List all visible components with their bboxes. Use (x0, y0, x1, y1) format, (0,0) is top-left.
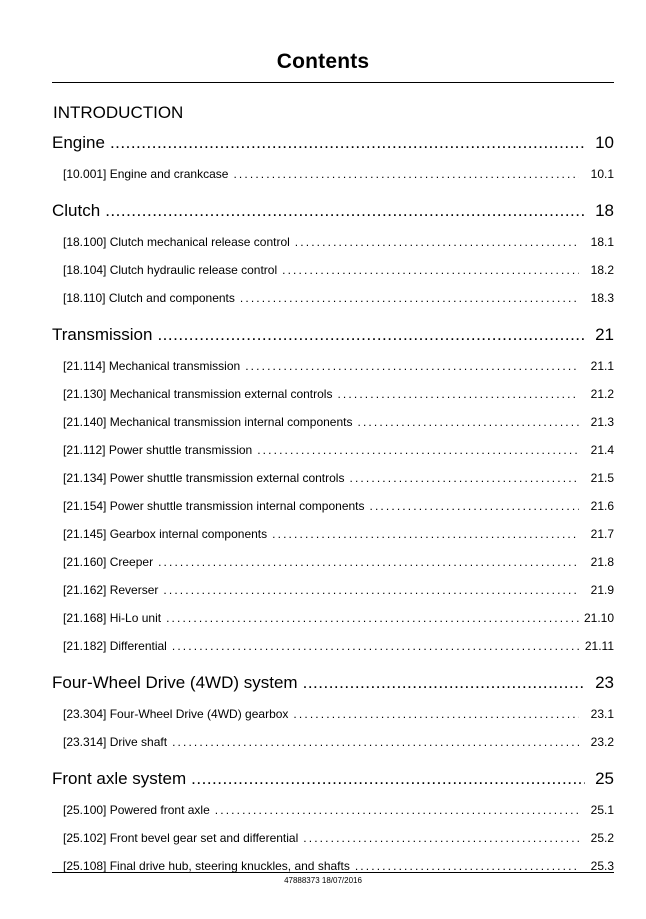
toc-item-page: 23.1 (590, 707, 614, 721)
toc-item[interactable] (63, 707, 614, 721)
toc-item[interactable] (63, 291, 614, 305)
toc-item-page: 21.2 (590, 387, 614, 401)
toc-dot-leader (293, 707, 579, 721)
toc-item[interactable] (63, 499, 614, 513)
toc-item-page: 18.3 (590, 291, 614, 305)
toc-item-label: [18.100] Clutch mechanical release control (63, 235, 290, 249)
toc-item[interactable] (63, 735, 614, 749)
toc-item-label: [18.110] Clutch and components (63, 291, 235, 305)
toc-item-label: [10.001] Engine and crankcase (63, 167, 229, 181)
toc-item-page: 21.3 (590, 415, 614, 429)
toc-item-label: [21.140] Mechanical transmission internal components (63, 415, 353, 429)
toc-dot-leader (257, 443, 579, 457)
toc-item[interactable] (63, 471, 614, 485)
toc-item[interactable] (63, 611, 614, 625)
page-title: Contents (276, 50, 370, 73)
toc-item[interactable] (63, 167, 614, 181)
toc-section-label: Engine (52, 133, 105, 152)
toc-dot-leader (303, 673, 585, 693)
toc-section-page: 21 (595, 325, 614, 344)
toc-dot-leader (191, 769, 585, 789)
toc-dot-leader (163, 583, 579, 597)
toc-section[interactable] (52, 325, 614, 345)
toc-item-label: [21.145] Gearbox internal components (63, 527, 268, 541)
toc-item[interactable] (63, 235, 614, 249)
toc-item[interactable] (63, 527, 614, 541)
toc-item-page: 25.2 (590, 831, 614, 845)
toc-dot-leader (355, 859, 579, 873)
footer-rule (52, 872, 614, 873)
toc-item[interactable] (63, 803, 614, 817)
toc-item-label: [21.154] Power shuttle transmission internal components (63, 499, 365, 513)
footer-doc-info: 47888373 18/07/2016 (284, 876, 362, 885)
toc-item-page: 23.2 (590, 735, 614, 749)
toc-item[interactable] (63, 555, 614, 569)
toc-dot-leader (303, 831, 579, 845)
toc-item-label: [21.162] Reverser (63, 583, 159, 597)
toc-section-label: Four-Wheel Drive (4WD) system (52, 673, 298, 692)
toc-item-label: [21.130] Mechanical transmission external controls (63, 387, 333, 401)
toc-section[interactable] (52, 201, 614, 221)
toc-item-label: [25.100] Powered front axle (63, 803, 210, 817)
toc-dot-leader (272, 527, 579, 541)
toc-section-label: Clutch (52, 201, 101, 220)
toc-dot-leader (240, 291, 579, 305)
toc-item-label: [21.168] Hi-Lo unit (63, 611, 162, 625)
toc-dot-leader (172, 735, 579, 749)
toc-section[interactable] (52, 769, 614, 789)
toc-dot-leader (349, 471, 579, 485)
toc-item[interactable] (63, 263, 614, 277)
toc-dot-leader (245, 359, 579, 373)
toc-item[interactable] (63, 859, 614, 873)
toc-section-page: 18 (595, 201, 614, 220)
toc-item-page: 25.1 (590, 803, 614, 817)
toc-item[interactable] (63, 583, 614, 597)
toc-item-page: 21.7 (590, 527, 614, 541)
toc-item-page: 21.4 (590, 443, 614, 457)
toc-dot-leader (105, 201, 585, 221)
toc-dot-leader (215, 803, 579, 817)
toc-dot-leader (233, 167, 579, 181)
toc-item[interactable] (63, 415, 614, 429)
toc-item[interactable] (63, 387, 614, 401)
toc-dot-leader (337, 387, 579, 401)
toc-item-page: 21.9 (590, 583, 614, 597)
toc-section-page: 23 (595, 673, 614, 692)
toc-item-label: [21.182] Differential (63, 639, 167, 653)
toc-item-page: 21.8 (590, 555, 614, 569)
toc-item-page: 18.1 (590, 235, 614, 249)
toc-item-page: 25.3 (590, 859, 614, 873)
toc-item-label: [23.304] Four-Wheel Drive (4WD) gearbox (63, 707, 289, 721)
toc-item-label: [25.102] Front bevel gear set and differential (63, 831, 299, 845)
toc-item-label: [21.112] Power shuttle transmission (63, 443, 253, 457)
toc-item[interactable] (63, 359, 614, 373)
toc-item-label: [18.104] Clutch hydraulic release control (63, 263, 278, 277)
toc-section-label: Transmission (52, 325, 153, 344)
toc-item-page: 21.5 (590, 471, 614, 485)
toc-dot-leader (166, 611, 579, 625)
toc-dot-leader (110, 133, 585, 153)
introduction-heading[interactable]: INTRODUCTION (53, 103, 184, 122)
toc-dot-leader (358, 415, 580, 429)
toc-dot-leader (282, 263, 579, 277)
toc-item-page: 21.10 (583, 611, 614, 625)
toc-section-page: 25 (595, 769, 614, 788)
toc-item[interactable] (63, 639, 614, 653)
toc-dot-leader (172, 639, 579, 653)
toc-dot-leader (157, 325, 585, 345)
toc-dot-leader (158, 555, 579, 569)
toc-section[interactable] (52, 133, 614, 153)
toc-item-label: [21.114] Mechanical transmission (63, 359, 241, 373)
toc-item[interactable] (63, 831, 614, 845)
toc-section[interactable] (52, 673, 614, 693)
toc-section-page: 10 (595, 133, 614, 152)
toc-item-page: 21.6 (590, 499, 614, 513)
toc-dot-leader (295, 235, 579, 249)
toc-item-page: 10.1 (590, 167, 614, 181)
toc-item-label: [25.108] Final drive hub, steering knuckles, and shafts (63, 859, 350, 873)
toc-dot-leader (370, 499, 580, 513)
toc-item-page: 21.1 (590, 359, 614, 373)
toc-section-label: Front axle system (52, 769, 187, 788)
toc-item-page: 21.11 (584, 639, 614, 653)
toc-item-label: [21.160] Creeper (63, 555, 154, 569)
title-rule (52, 82, 614, 83)
toc-item-label: [21.134] Power shuttle transmission external controls (63, 471, 345, 485)
toc-item[interactable] (63, 443, 614, 457)
toc-item-page: 18.2 (590, 263, 614, 277)
toc-item-label: [23.314] Drive shaft (63, 735, 168, 749)
